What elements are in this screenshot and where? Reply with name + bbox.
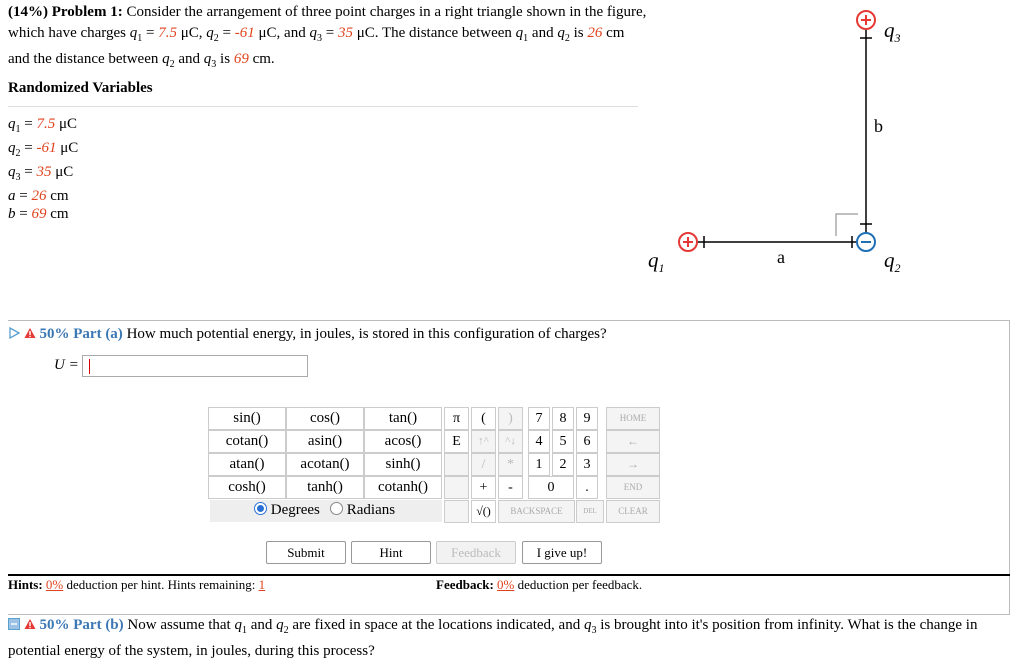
hints-text: deduction per hint. Hints remaining:	[66, 577, 256, 592]
hints-label: Hints:	[8, 577, 43, 592]
divider	[8, 106, 638, 107]
feedback-info	[436, 577, 642, 593]
del-key[interactable]: DEL	[576, 500, 604, 523]
lparen-key[interactable]: (	[471, 407, 496, 430]
problem-header: (14%) Problem 1:	[8, 4, 123, 20]
cotan-button[interactable]: cotan()	[208, 430, 286, 453]
key-7[interactable]: 7	[528, 407, 550, 430]
var-value: 7.5	[36, 116, 56, 132]
hint-button[interactable]: Hint	[351, 541, 431, 564]
randomized-variables-list	[8, 115, 78, 223]
left-arrow-key[interactable]: ←	[606, 430, 660, 453]
pi-key[interactable]: π	[444, 407, 469, 430]
key-5[interactable]: 5	[552, 430, 574, 453]
degrees-label: Degrees	[270, 502, 320, 518]
var-unit: cm	[50, 188, 69, 204]
warning-icon	[24, 327, 36, 339]
a-label: a	[777, 247, 785, 267]
problem-text: The distance between	[381, 25, 512, 41]
divider	[8, 320, 1010, 321]
part-b-text: and	[250, 617, 273, 633]
part-b-text: Now assume that	[127, 617, 231, 633]
text-caret	[89, 359, 90, 374]
hints-info	[8, 577, 265, 593]
asin-button[interactable]: asin()	[286, 430, 364, 453]
unit: μC	[258, 25, 277, 41]
var-value: 35	[36, 164, 52, 180]
var-name: b	[8, 206, 16, 222]
part-a-header	[8, 326, 607, 343]
radio-unchecked-icon[interactable]	[330, 502, 343, 515]
q1-value: 7.5	[158, 25, 177, 41]
down-power-key[interactable]: ^↓	[498, 430, 523, 453]
atan-button[interactable]: atan()	[208, 453, 286, 476]
key-6[interactable]: 6	[576, 430, 598, 453]
feedback-text: deduction per feedback.	[517, 577, 643, 592]
var-unit: cm	[50, 206, 69, 222]
e-key[interactable]: E	[444, 430, 469, 453]
problem-statement: (14%) Problem 1: Consider the arrangement of three point charges in a right triangle shown in the figure, which have charges $q_1 = 7.5$ μC, $q_2 = -61$ μC, and $q_3 = 35$ μC. The distance between $q_1$ and $q_2$ is 26 cm and the distance between $q_2$ and $q_3$ is 69 cm.	[8, 4, 647, 70]
feedback-deduction: 0%	[497, 577, 515, 592]
a-value: 26	[587, 25, 603, 41]
part-b-text: is brought into it's position from infinity. What is the change in potential energy of the system, in joules, during this process?	[8, 617, 978, 659]
radians-option[interactable]	[330, 502, 395, 519]
acos-button[interactable]: acos()	[364, 430, 442, 453]
acotan-button[interactable]: acotan()	[286, 453, 364, 476]
var-unit: μC	[55, 164, 74, 180]
problem-text: Consider the arrangement of three point charges in a right triangle shown in the figure, which have charges	[8, 4, 647, 41]
degrees-option[interactable]	[254, 502, 320, 519]
and-text: and	[531, 25, 554, 41]
tanh-button[interactable]: tanh()	[286, 476, 364, 499]
q3-value: 35	[337, 25, 353, 41]
submit-button[interactable]: Submit	[266, 541, 346, 564]
b-value: 69	[233, 51, 249, 67]
expand-icon[interactable]	[8, 327, 20, 339]
rparen-key[interactable]: )	[498, 407, 523, 430]
q2-negative-charge-icon	[857, 233, 875, 251]
divider	[1009, 320, 1010, 615]
dot-key[interactable]: .	[576, 476, 598, 499]
var-name: a	[8, 188, 16, 204]
end-key[interactable]: END	[606, 476, 660, 499]
key-8[interactable]: 8	[552, 407, 574, 430]
var-q2: $q_2 = -61$ μC	[8, 140, 79, 159]
randomized-variables-title: Randomized Variables	[8, 80, 153, 96]
answer-label: U =	[54, 357, 79, 373]
q1-label: $q_1$	[648, 248, 665, 275]
unit: cm	[606, 25, 625, 41]
part-b-header: 50% Part (b) Now assume that $q_1$ and $q_2$ are fixed in space at the locations indicated, and $q_3$ is brought into it's position from infinity. What is the change in potential energy of the system, in joules, during this process?	[8, 617, 978, 659]
plus-key[interactable]: +	[471, 476, 496, 499]
q1-positive-charge-icon	[679, 233, 697, 251]
sin-button[interactable]: sin()	[208, 407, 286, 430]
key-2[interactable]: 2	[552, 453, 574, 476]
sqrt-key[interactable]: √()	[471, 500, 496, 523]
collapse-icon[interactable]	[8, 618, 20, 630]
q2-value: -61	[234, 25, 255, 41]
answer-input[interactable]	[82, 355, 308, 377]
hints-deduction: 0%	[45, 577, 64, 592]
backspace-key[interactable]: BACKSPACE	[498, 500, 575, 523]
var-unit: μC	[58, 116, 78, 132]
key-4[interactable]: 4	[528, 430, 550, 453]
problem-text: the distance between	[33, 51, 159, 67]
q2-label: $q_2$	[884, 248, 901, 275]
key-0[interactable]: 0	[528, 476, 574, 499]
key-1[interactable]: 1	[528, 453, 550, 476]
cosh-button[interactable]: cosh()	[208, 476, 286, 499]
unit: μC	[180, 25, 199, 41]
unit: μC	[356, 25, 375, 41]
blank-key	[444, 476, 469, 499]
multiply-key[interactable]: *	[498, 453, 523, 476]
var-value: 26	[31, 188, 47, 204]
up-power-key[interactable]: ↑^	[471, 430, 496, 453]
hints-remaining: 1	[258, 577, 266, 592]
divider	[8, 574, 1010, 576]
feedback-button[interactable]: Feedback	[436, 541, 516, 564]
give-up-button[interactable]: I give up!	[522, 541, 602, 564]
var-value: -61	[36, 140, 57, 156]
right-arrow-key[interactable]: →	[606, 453, 660, 476]
charge-diagram	[640, 0, 1024, 300]
key-3[interactable]: 3	[576, 453, 598, 476]
unit: cm	[252, 51, 271, 67]
blank-key	[444, 453, 469, 476]
feedback-label: Feedback:	[436, 577, 494, 592]
key-9[interactable]: 9	[576, 407, 598, 430]
var-value: 69	[31, 206, 47, 222]
cotanh-button[interactable]: cotanh()	[364, 476, 442, 499]
var-q3: $q_3 = 35$ μC	[8, 164, 74, 183]
var-a: a = 26 cm	[8, 188, 69, 204]
is-text: is	[573, 25, 584, 41]
part-a-question: How much potential energy, in joules, is stored in this configuration of charges?	[126, 326, 607, 342]
q3-label: $q_3$	[884, 18, 901, 45]
var-q1: $q_1 = 7.5$ μC	[8, 116, 78, 135]
var-b: b = 69 cm	[8, 206, 69, 222]
part-b-percent: 50% Part (b)	[39, 617, 124, 633]
right-angle-marker	[836, 214, 858, 236]
divide-key[interactable]: /	[471, 453, 496, 476]
radio-checked-icon[interactable]	[254, 502, 267, 515]
cos-button[interactable]: cos()	[286, 407, 364, 430]
b-label: b	[874, 116, 883, 136]
var-unit: μC	[60, 140, 79, 156]
part-b-text: are fixed in space at the locations indicated, and	[292, 617, 581, 633]
warning-icon	[24, 618, 36, 630]
blank-key	[444, 500, 469, 523]
q3-positive-charge-icon	[857, 11, 875, 29]
minus-key[interactable]: -	[498, 476, 523, 499]
angle-mode	[210, 500, 442, 522]
part-a-percent: 50% Part (a)	[39, 326, 123, 342]
sinh-button[interactable]: sinh()	[364, 453, 442, 476]
radians-label: Radians	[346, 502, 396, 518]
home-key[interactable]: HOME	[606, 407, 660, 430]
clear-key[interactable]: CLEAR	[606, 500, 660, 523]
tan-button[interactable]: tan()	[364, 407, 442, 430]
